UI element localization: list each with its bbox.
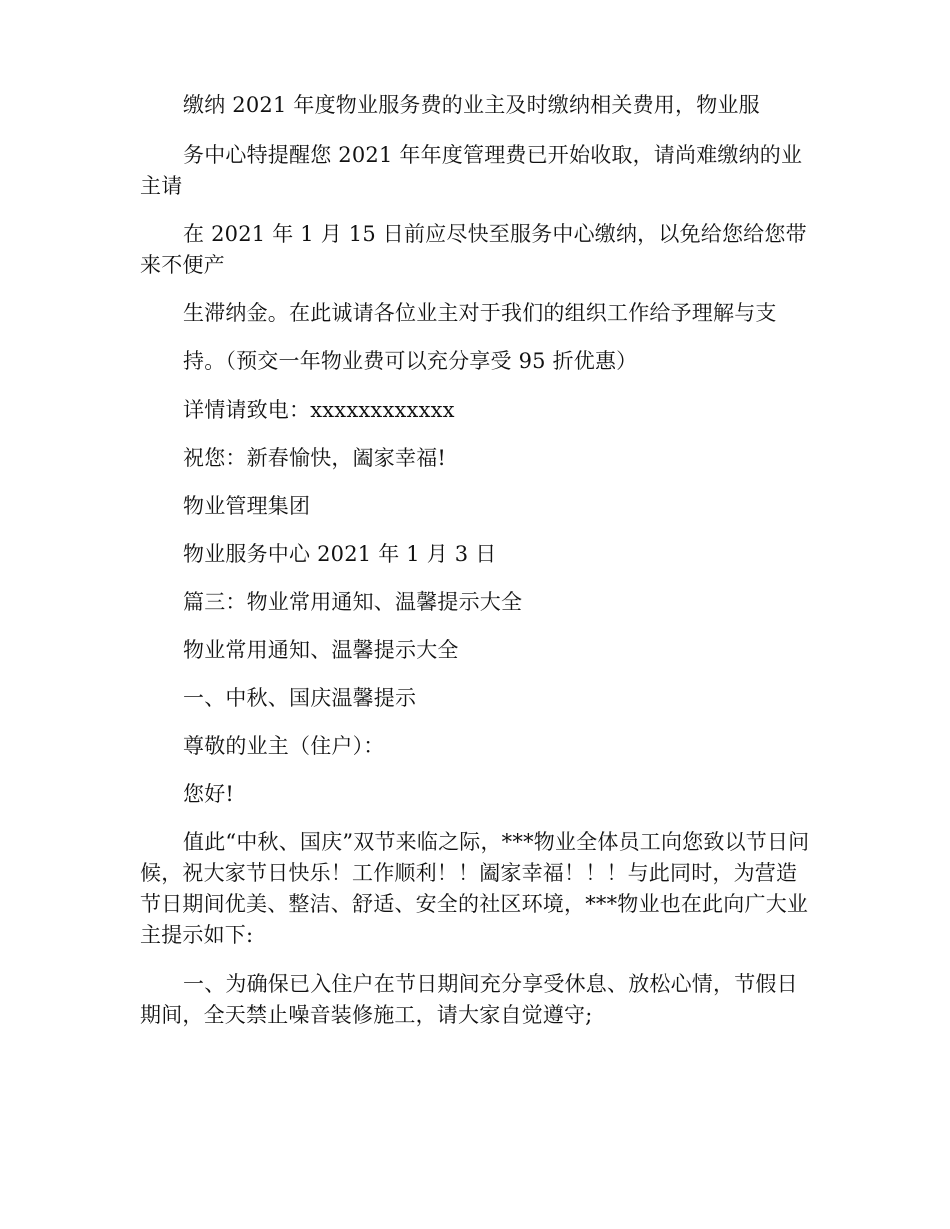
paragraph-renovation-rule: 一、为确保已入住户在节日期间充分享受休息、放松心情，节假日期间，全天禁止噪音装修施工，请大家自觉遵守; — [140, 972, 798, 1027]
paragraph-late-fee: 生滞纳金。在此诚请各位业主对于我们的组织工作给予理解与支 — [183, 301, 777, 325]
salutation: 尊敬的业主（住户）： — [183, 734, 385, 758]
paragraph-festival-notice: 值此“中秋、国庆”双节来临之际，***物业全体员工向您致以节日问候，祝大家节日快乐！工作顺利！！阖家幸福！！！与此同时，为营造节日期间优美、整洁、舒适、安全的社区环境，***物业也在此向广大业主提示如下: — [140, 830, 810, 947]
hello-line: 您好! — [183, 782, 235, 806]
paragraph-deadline: 在 2021 年 1 月 15 日前应尽快至服务中心缴纳，以免给您给您带来不便产 — [140, 222, 807, 277]
section-title: 物业常用通知、温馨提示大全 — [183, 638, 459, 662]
paragraph-date-signature: 物业服务中心 2021 年 1 月 3 日 — [183, 542, 497, 566]
paragraph-org-name: 物业管理集团 — [183, 494, 311, 518]
paragraph-discount: 持。（预交一年物业费可以充分享受 95 折优惠） — [183, 349, 638, 373]
paragraph-greeting: 祝您：新春愉快，阖家幸福! — [183, 446, 447, 470]
paragraph-reminder: 务中心特提醒您 2021 年年度管理费已开始收取，请尚难缴纳的业主请 — [140, 143, 803, 198]
section-heading-part-three: 篇三：物业常用通知、温馨提示大全 — [183, 590, 523, 614]
paragraph-fee-payment: 缴纳 2021 年度物业服务费的业主及时缴纳相关费用，物业服 — [183, 93, 760, 117]
subsection-heading: 一、中秋、国庆温馨提示 — [183, 686, 417, 710]
paragraph-contact: 详情请致电：xxxxxxxxxxxx — [183, 398, 455, 422]
